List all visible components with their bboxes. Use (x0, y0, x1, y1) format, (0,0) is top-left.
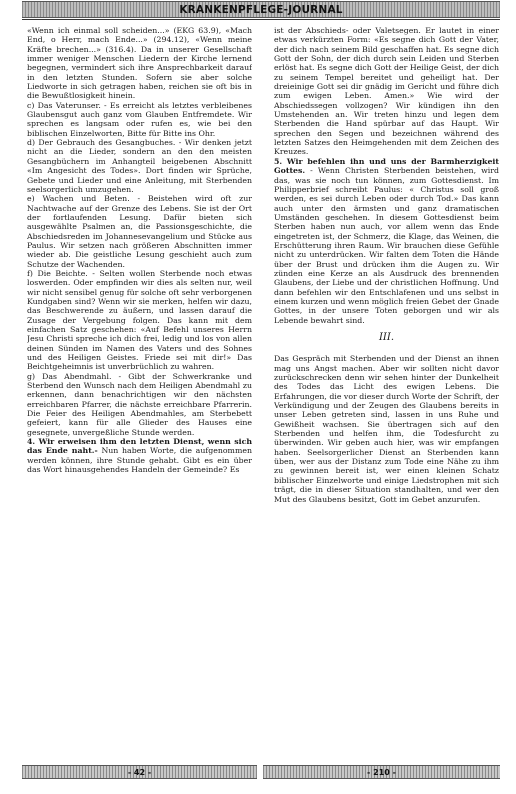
paragraph (274, 157, 499, 325)
paragraph: ist der Abschieds- oder Valetsegen. Er lautet in einer etwas verkürzten Form: «Es segne dich Gott der Vater, der dich nach seinem Bild geschaffen hat. Es segne dich Gott der Sohn, der dich durch sein Leiden und Sterben erlöst hat. Es segne dich Gott der Heilige Geist, der dich zu seinem Tempel bereitet und geheiligt hat. Der dreieinige Gott sei dir gnädig im Gericht und führe dich zum ewigen Leben. Amen.» Wie wird der Abschiedssegen vollzogen? Wir kündigen ihn den Umstehenden an. Wir treten hinzu und legen dem Sterbenden die Hand spürbar auf das Haupt. Wir sprechen den Segen und bezeichnen während des letzten Satzes den Heimgehenden mit dem Zeichen des Kreuzes. (274, 26, 499, 157)
page-number-left: - 42 - (127, 767, 152, 777)
page-number-right: - 210 - (367, 767, 396, 777)
footer-bar-left (22, 765, 257, 779)
section-number: III. (378, 332, 395, 343)
paragraph: c) Das Vaterunser. - Es erreicht als letztes verbleibenes Glaubensgut auch ganz vom Glauben Entfremdete. Wir sprechen es langsam oder rufen es, wie bei den biblischen Einzelworten, Bitte für Bitte ins Ohr. (27, 100, 252, 138)
paragraph (27, 437, 252, 474)
journal-title: KRANKENPFLEGE-JOURNAL (179, 3, 343, 16)
paragraph: e) Wachen und Beten. - Beistehen wird oft zur Nachtwache auf der Grenze des Lebens. Sie ist der Ort der fortlaufenden Lesung. Dafür bieten sich ausgewählte Psalmen an, die Passionsgeschichte, die Abschiedsreden im Johannesevangelium und Stücke aus Paulus. Wir setzen nach größeren Abschnitten immer wieder ab. Die geistliche Lesung geschieht auch zum Schutze der Wachenden. (27, 194, 252, 269)
paragraph: «Wenn ich einmal soll scheiden...» (EKG 63.9), «Mach End, o Herr, mach Ende...» (294.12), «Wenn meine Kräfte brechen...» (316.4). Da in unserer Gesellschaft immer weniger Menschen Liedern der Kirche lernend begegnen, vermindert sich ihre Ansprechbarkeit darauf in den letzten Stunden. Sofern sie aber solche Liedworte in sich getragen haben, reichen sie oft bis in die Bewußtlosigkeit hinein. (27, 26, 252, 101)
section-heading: 4. Wir erweisen ihm den letzten Dienst, wenn sich das Ende naht.- (27, 437, 252, 456)
right-column (274, 26, 499, 758)
paragraph: d) Der Gebrauch des Gesangbuches. - Wir denken jetzt nicht an die Lieder, sondern an den den meisten Gesangbüchern im Anhangteil beigebenen Abschnitt «Im Angesicht des Todes». Dort finden wir Sprüche, Gebete und Lieder und eine Anleitung, mit Sterbenden seelsorgerlich umzugehen. (27, 138, 252, 194)
paragraph: g) Das Abendmahl. - Gibt der Schwerkranke und Sterbend den Wunsch nach dem Heiligen Abendmahl zu erkennen, dann benachrichtigen wir den nächsten erreichbaren Pfarrer, die nächste erreichbare Pfarrerin. Die Feier des Heiligen Abendmahles, am Sterbebett gefeiert, kann für alle Glieder des Hauses eine gesegnete, unvergeßliche Stunde werden. (27, 371, 252, 437)
header-rule (22, 19, 500, 20)
paragraph: Das Gespräch mit Sterbenden und der Dienst an ihnen mag uns Angst machen. Aber wir sollten nicht davor zurückschrecken denn wir sehen hinter der Dunkelheit des Todes das Licht des ewigen Lebens. Die Erfahrungen, die vor dieser durch Worte der Schrift, der Verkündigung und der Zeugen des Glaubens bereits in unser Leben getreten sind, lassen in uns Ruhe und Gewißheit wachsen. Sie übertragen sich auf den Sterbenden und helfen ihm, die Todesfurcht zu überwinden. Wir geben auch hier, was wir empfangen haben. Seelsorgerlicher Dienst an Sterbenden kann üben, wer aus der Distanz zum Tode eine Nähe zu ihm zu gewinnen bereit ist, wer einen kleinen Schatz biblischer Einzelworte und einige Liedstrophen mit sich trägt, die in dieser Situation standhalten, und wer den Mut des Glaubens besitzt, Gott im Gebet anzurufen. (274, 354, 499, 504)
paragraph-text: - Wenn Christen Sterbenden beistehen, wird das, was sie noch tun können, zum Gottesdienst. Im Philipperbrief schreibt Paulus: « Christus soll groß werden, es sei durch Leben oder durch Tod.» Das kann auch unter den ärmsten und ganz dramatischen Umständen geschehen. In diesem Gottesdienst beim Sterben haben nun auch, vor allem wenn das Ende eingetreten ist, der Schmerz, die Klage, das Weinen, die Erschütterung ihren Raum. Wir brauchen diese Gefühle nicht zu unterdrücken. Wir falten dem Toten die Hände über der Brust und drücken ihm die Augen zu. Wir zünden eine Kerze an als Ausdruck des brennenden Glaubens, der Liebe und der christlichen Hoffnung. Und dann befehlen wir den Entschlafenen und uns selbst in einem kurzen und wenn möglich freien Gebet der Gnade Gottes, in der unsere Toten geborgen und wir als Lebende bewahrt sind. (274, 166, 499, 325)
section-heading: 5. Wir befehlen ihn und uns der Barmherzigkeit Gottes. (274, 156, 499, 176)
paragraph: f) Die Beichte. - Selten wollen Sterbende noch etwas loswerden. Oder empfinden wir dies als selten nur, weil wir nicht sensibel genug für solche oft sehr verborgenen Kundgaben sind? Wenn wir sie merken, helfen wir dazu, das Beschwerende zu äußern, und lassen darauf die Zusage der Vergebung folgen. Das kann mit dem einfachen Satz geschehen: «Auf Befehl unseres Herrn Jesu Christi spreche ich dich frei, ledig und los von allen deinen Sünden im Namen des Vaters und des Sohnes und des Heiligen Geistes. Friede sei mit dir!» Das Beichtgeheimnis ist unverbrüchlich zu wahren. (27, 268, 252, 372)
paragraph-text: Nun haben Worte, die aufgenommen werden können, ihre Stunde gehabt. Gibt es ein über das Wort hinausgehendes Handeln der Gemeinde? Es (27, 446, 252, 475)
article-body (27, 26, 497, 758)
header-bar (22, 1, 500, 18)
footer-bar-right (263, 765, 500, 779)
left-column (27, 26, 252, 758)
